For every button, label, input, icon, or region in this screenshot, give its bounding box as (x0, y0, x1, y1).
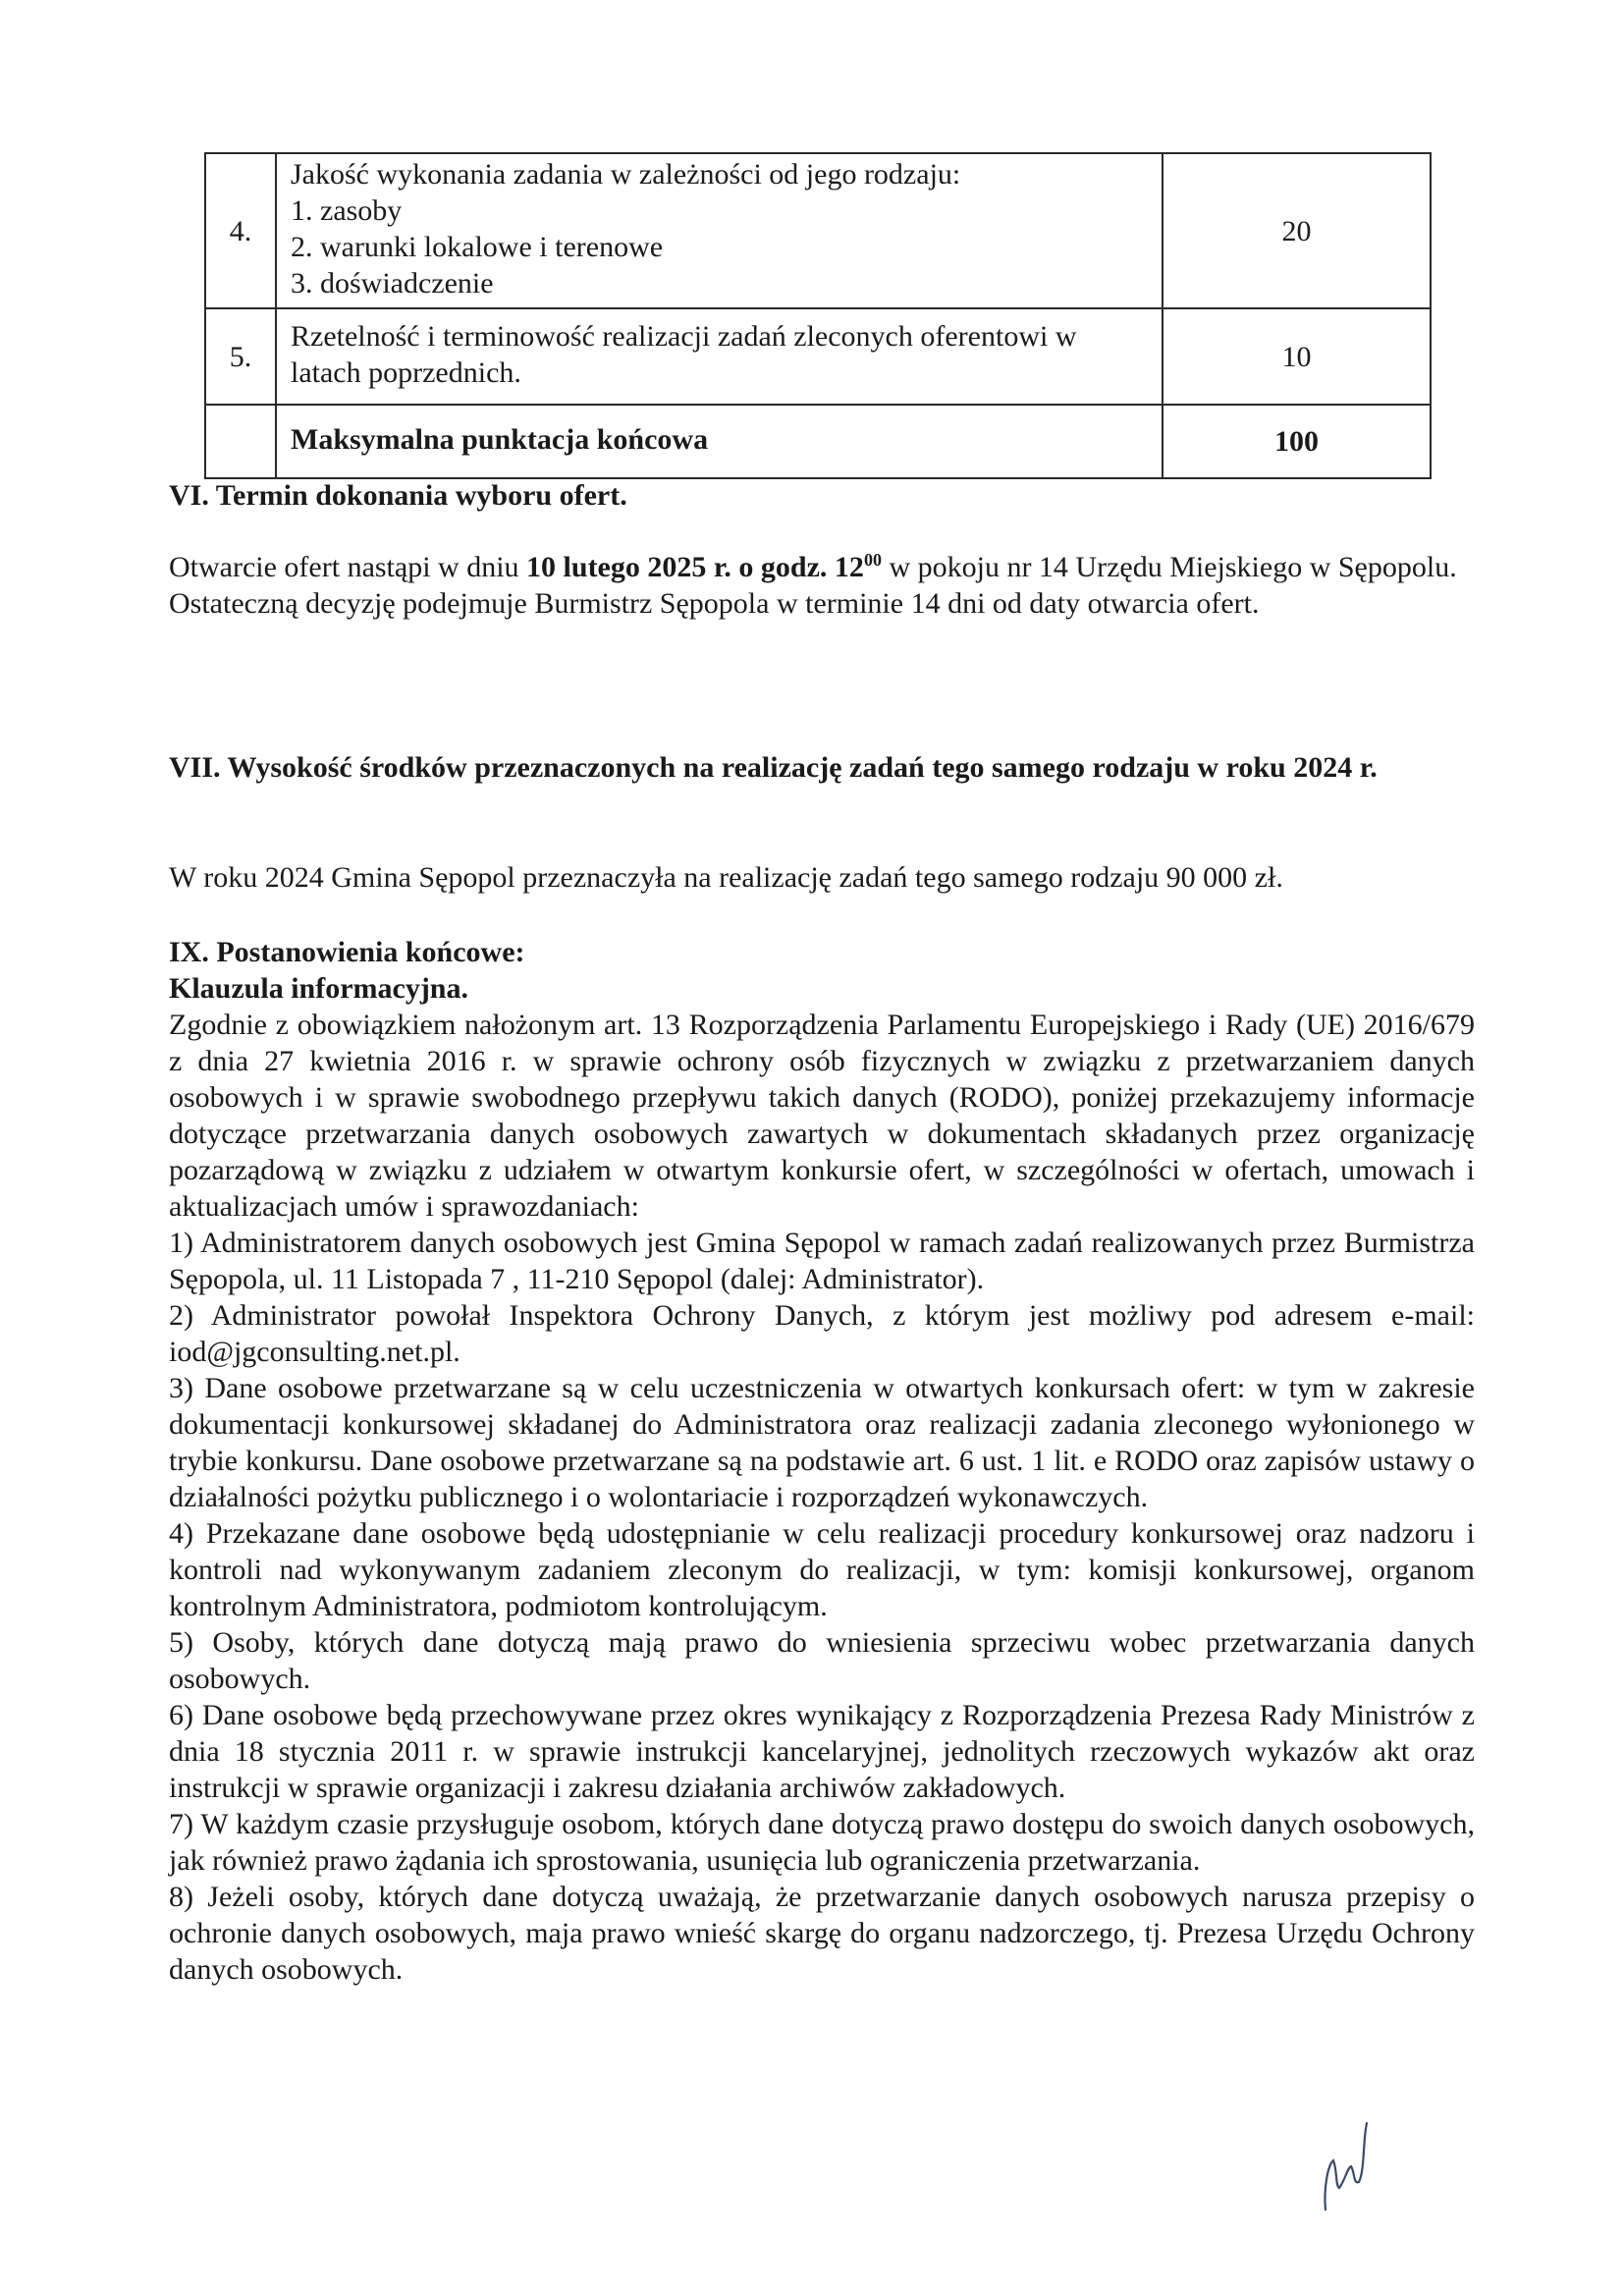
row-number: 5. (205, 308, 276, 405)
list-item: 2) Administrator powołał Inspektora Ochrony Danych, z którym jest możliwy pod adresem e-mail: iod@jgconsulting.net.pl. (169, 1299, 1475, 1368)
total-label: Maksymalna punktacja końcowa (276, 405, 1163, 478)
section-9 (169, 934, 1475, 1988)
row-number-empty (205, 405, 276, 478)
signature-initials (1316, 2111, 1394, 2219)
row-title: Jakość wykonania zadania w zależności od jego rodzaju: (291, 158, 961, 191)
table-row (205, 153, 1431, 308)
row-number: 4. (205, 153, 276, 308)
paragraph (169, 549, 1475, 585)
section-subheading: Klauzula informacyjna. (169, 972, 468, 1005)
section-heading: VI. Termin dokonania wyboru ofert. (169, 479, 627, 512)
paragraph: Ostateczną decyzję podejmuje Burmistrz Sępopola w terminie 14 dni od daty otwarcia ofert. (169, 587, 1260, 620)
table-row-total (205, 405, 1431, 478)
paragraph: Zgodnie z obowiązkiem nałożonym art. 13 Rozporządzenia Parlamentu Europejskiego i Rady (UE) 2016/679 z dnia 27 kwietnia 2016 r. w sprawie ochrony osób fizycznych w związku z przetwarzaniem danych osobowych i w sprawie swobodnego przepływu takich danych (RODO), poniżej przekazujemy informacje dotyczące przetwarzania danych osobowych zawartych w dokumentach składanych przez organizację pozarządową w związku z udziałem w otwartym konkursie ofert, w szczególności w ofertach, umowach i aktualizacjach umów i sprawozdaniach: (169, 1009, 1475, 1223)
row-points: 10 (1163, 308, 1431, 405)
list-item: 8) Jeżeli osoby, których dane dotyczą uważają, że przetwarzanie danych osobowych narusza przepisy o ochronie danych osobowych, maja prawo wnieść skargę do organu nadzorczego, tj. Prezesa Urzędu Ochrony danych osobowych. (169, 1881, 1475, 1986)
list-item: 1) Administratorem danych osobowych jest Gmina Sępopol w ramach zadań realizowanych przez Burmistrza Sępopola, ul. 11 Listopada 7 , 11-210 Sępopol (dalej: Administrator). (169, 1227, 1475, 1295)
section-heading: VII. Wysokość środków przeznaczonych na realizację zadań tego samego rodzaju w roku 2024 r. (169, 751, 1378, 784)
row-points: 20 (1163, 153, 1431, 308)
criteria-table (204, 152, 1432, 479)
list-item: 7) W każdym czasie przysługuje osobom, których dane dotyczą prawo dostępu do swoich danych osobowych, jak również prawo żądania ich sprostowania, usunięcia lub ograniczenia przetwarzania. (169, 1808, 1475, 1877)
section-7-body (169, 859, 1475, 896)
text-run: w pokoju nr 14 Urzędu Miejskiego w Sępopolu. (881, 551, 1457, 583)
list-item: 1. zasoby (291, 194, 403, 227)
list-item: 3. doświadczenie (291, 267, 494, 300)
section-heading: IX. Postanowienia końcowe: (169, 936, 525, 968)
list-item: 4) Przekazane dane osobowe będą udostępnianie w celu realizacji procedury konkursowej oraz nadzoru i kontroli nad wykonywanym zadaniem zleconym do realizacji, w tym: komisji konkursowej, organom kontrolnym Administratora, podmiotom kontrolującym. (169, 1517, 1475, 1622)
date-time-bold: 10 lutego 2025 r. o godz. 12 (526, 551, 864, 583)
list-item: 3) Dane osobowe przetwarzane są w celu uczestniczenia w otwartych konkursach ofert: w tym w zakresie dokumentacji konkursowej składanej do Administratora oraz realizacji zadania zleconego wyłonionego w trybie konkursu. Dane osobowe przetwarzane są na podstawie art. 6 ust. 1 lit. e RODO oraz zapisów ustawy o działalności pożytku publicznego i o wolontariacie i rozporządzeń wykonawczych. (169, 1372, 1475, 1513)
table-row (205, 308, 1431, 405)
row-description: Rzetelność i terminowość realizacji zadań zleconych oferentowi w latach poprzednich. (276, 308, 1163, 405)
section-7 (169, 749, 1475, 786)
section-6-body (169, 549, 1475, 622)
row-description (276, 153, 1163, 308)
list-item: 5) Osoby, których dane dotyczą mają prawo do wniesienia sprzeciwu wobec przetwarzania danych osobowych. (169, 1626, 1475, 1695)
total-points: 100 (1163, 405, 1431, 478)
text-run: Otwarcie ofert nastąpi w dniu (169, 551, 527, 583)
superscript: 00 (863, 550, 882, 570)
list-item: 6) Dane osobowe będą przechowywane przez okres wynikający z Rozporządzenia Prezesa Rady Ministrów z dnia 18 stycznia 2011 r. w sprawie instrukcji kancelaryjnej, jednolitych rzeczowych wykazów akt oraz instrukcji w sprawie organizacji i zakresu działania archiwów zakładowych. (169, 1699, 1475, 1804)
paragraph: W roku 2024 Gmina Sępopol przeznaczyła na realizację zadań tego samego rodzaju 90 000 zł. (169, 861, 1283, 894)
list-item: 2. warunki lokalowe i terenowe (291, 231, 664, 263)
section-6 (169, 477, 1475, 514)
